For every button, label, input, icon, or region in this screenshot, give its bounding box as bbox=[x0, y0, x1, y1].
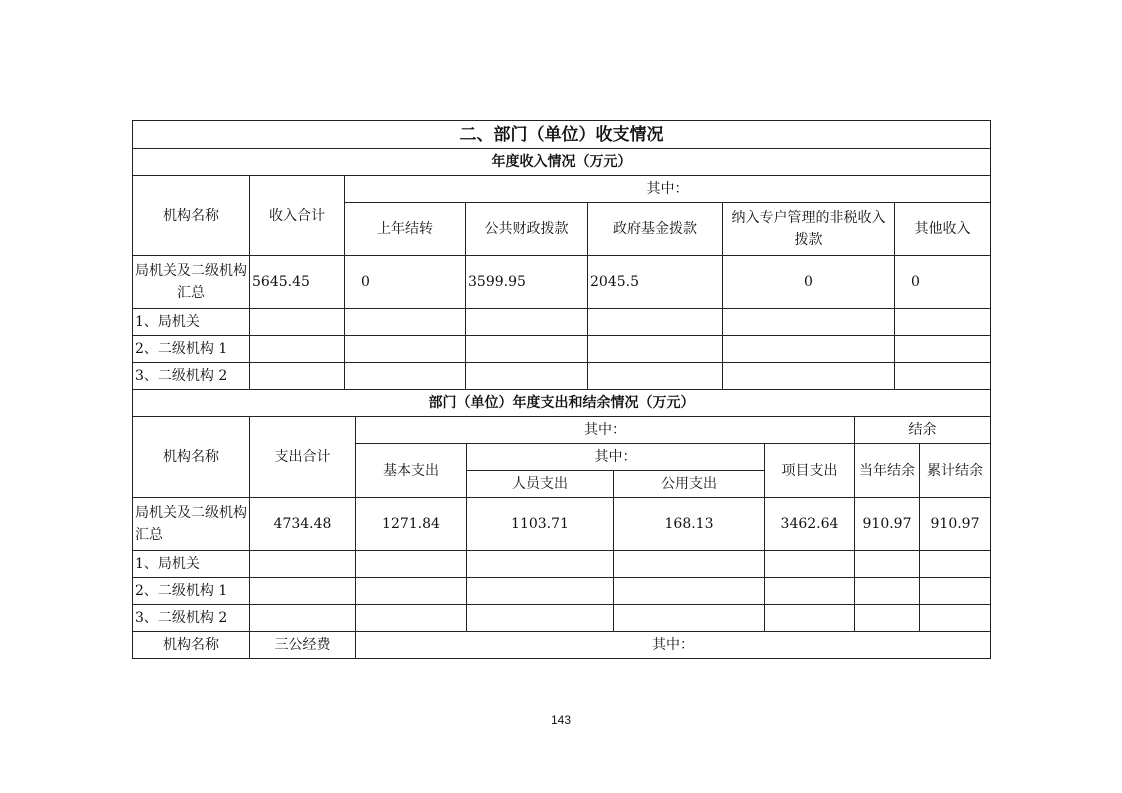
income-row-label: 2、二级机构 1 bbox=[133, 336, 250, 363]
income-summary-name: 局机关及二级机构汇总 bbox=[133, 256, 250, 309]
income-summary-row bbox=[133, 256, 991, 309]
income-summary-nontax: 0 bbox=[723, 256, 895, 309]
expense-row-label: 2、二级机构 1 bbox=[133, 578, 250, 605]
income-col-nontax: 纳入专户管理的非税收入拨款 bbox=[723, 203, 895, 256]
expense-col-public: 公用支出 bbox=[614, 471, 765, 498]
expense-col-total: 支出合计 bbox=[250, 417, 356, 498]
expense-summary-row bbox=[133, 498, 991, 551]
table-row bbox=[133, 605, 991, 632]
expense-row-label: 1、局机关 bbox=[133, 551, 250, 578]
table-row bbox=[133, 309, 991, 336]
three-public-header-row bbox=[133, 632, 991, 659]
three-public-col-org: 机构名称 bbox=[133, 632, 250, 659]
finance-sheet bbox=[132, 120, 990, 659]
expense-summary-public: 168.13 bbox=[614, 498, 765, 551]
expense-summary-name: 局机关及二级机构汇总 bbox=[133, 498, 250, 551]
expense-summary-cumulative-balance: 910.97 bbox=[920, 498, 991, 551]
income-summary-fiscal: 3599.95 bbox=[466, 256, 588, 309]
income-col-fiscal: 公共财政拨款 bbox=[466, 203, 588, 256]
income-heading: 年度收入情况（万元） bbox=[133, 149, 991, 176]
income-col-fund: 政府基金拨款 bbox=[588, 203, 723, 256]
expense-col-current-balance: 当年结余 bbox=[855, 444, 920, 498]
expense-summary-project: 3462.64 bbox=[765, 498, 855, 551]
table-row bbox=[133, 336, 991, 363]
page-title: 二、部门（单位）收支情况 bbox=[133, 121, 991, 149]
expense-summary-total: 4734.48 bbox=[250, 498, 356, 551]
expense-summary-current-balance: 910.97 bbox=[855, 498, 920, 551]
income-col-org: 机构名称 bbox=[133, 176, 250, 256]
table-row bbox=[133, 578, 991, 605]
expense-col-basic: 基本支出 bbox=[356, 444, 467, 498]
income-summary-total: 5645.45 bbox=[250, 256, 345, 309]
income-row-label: 3、二级机构 2 bbox=[133, 363, 250, 390]
expense-summary-personnel: 1103.71 bbox=[467, 498, 614, 551]
expense-row-label: 3、二级机构 2 bbox=[133, 605, 250, 632]
expense-heading: 部门（单位）年度支出和结余情况（万元） bbox=[133, 390, 991, 417]
page-number: 143 bbox=[550, 713, 572, 727]
income-col-other: 其他收入 bbox=[895, 203, 991, 256]
expense-col-balance: 结余 bbox=[855, 417, 991, 444]
three-public-col-total: 三公经费 bbox=[250, 632, 356, 659]
expense-col-personnel: 人员支出 bbox=[467, 471, 614, 498]
expense-col-cumulative-balance: 累计结余 bbox=[920, 444, 991, 498]
income-summary-fund: 2045.5 bbox=[588, 256, 723, 309]
expense-col-org: 机构名称 bbox=[133, 417, 250, 498]
income-table bbox=[132, 120, 991, 390]
income-row-label: 1、局机关 bbox=[133, 309, 250, 336]
income-col-of-which: 其中： bbox=[345, 176, 991, 203]
income-col-total: 收入合计 bbox=[250, 176, 345, 256]
expense-col-project: 项目支出 bbox=[765, 444, 855, 498]
income-summary-other: 0 bbox=[895, 256, 991, 309]
three-public-col-of-which: 其中： bbox=[356, 632, 991, 659]
expense-col-sub-of-which: 其中： bbox=[467, 444, 765, 471]
income-summary-carryover: 0 bbox=[345, 256, 466, 309]
expense-col-of-which: 其中： bbox=[356, 417, 855, 444]
expense-table bbox=[132, 389, 991, 659]
table-row bbox=[133, 551, 991, 578]
income-col-carryover: 上年结转 bbox=[345, 203, 466, 256]
table-row bbox=[133, 363, 991, 390]
expense-summary-basic: 1271.84 bbox=[356, 498, 467, 551]
